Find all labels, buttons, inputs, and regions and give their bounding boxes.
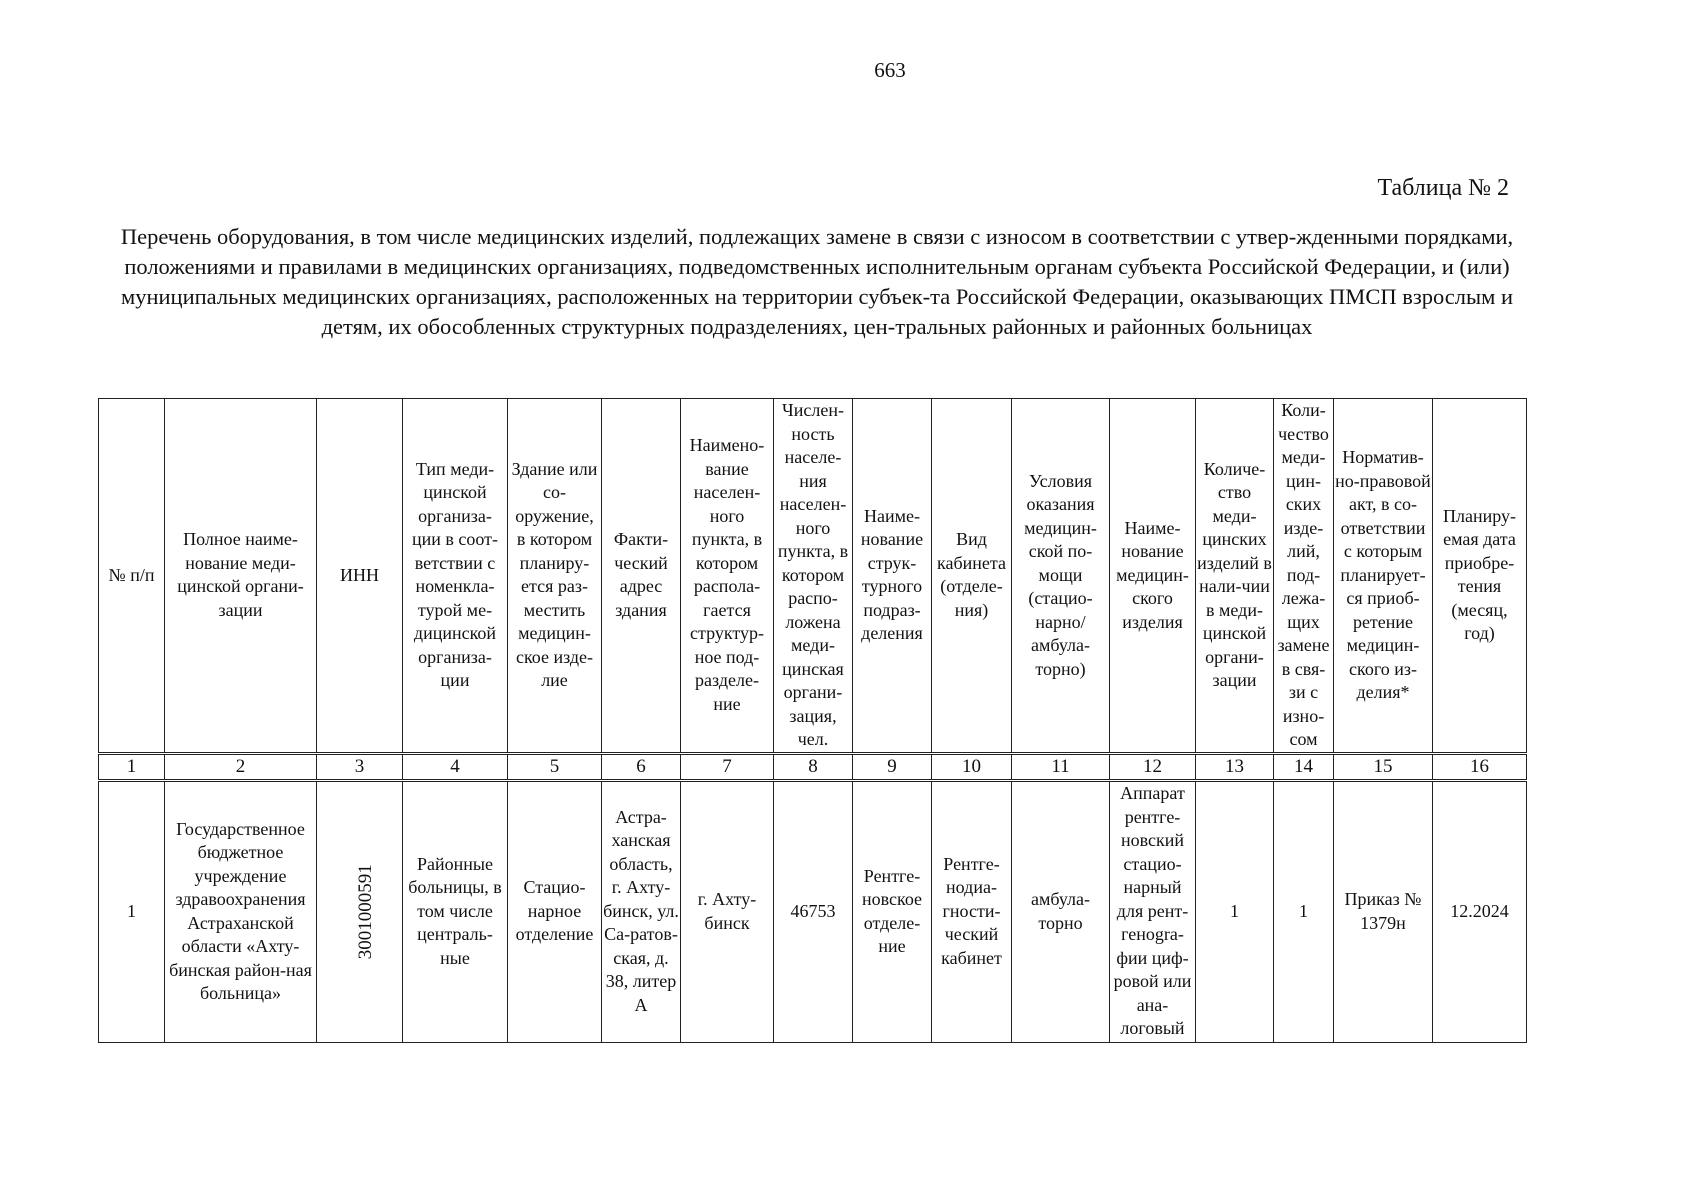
column-header: Условия оказания медицин-ской по-мощи (стацио-нарно/ амбула-торно) — [1012, 399, 1110, 754]
cell-conditions: амбула-торно — [1012, 780, 1110, 1042]
cell-building: Стацио-нарное отделение — [508, 780, 602, 1042]
column-number: 6 — [602, 753, 681, 780]
column-header: Планиру-емая дата приобре-тения (месяц, год) — [1433, 399, 1527, 754]
column-number: 12 — [1110, 753, 1196, 780]
column-header: Числен-ность населе-ния населен-ного пункта, в котором распо-ложена меди-цинская органи-зация, чел. — [774, 399, 853, 754]
column-number: 16 — [1433, 753, 1527, 780]
column-number: 5 — [508, 753, 602, 780]
column-number: 14 — [1274, 753, 1334, 780]
cell-address: Астра-ханская область, г. Ахту-бинск, ул. Са-ратов-ская, д. 38, литер А — [602, 780, 681, 1042]
column-number-row — [99, 753, 1527, 780]
column-header: Полное наиме-нование меди-цинской органи-зации — [165, 399, 317, 754]
column-header: Количе-ство меди-цинских изделий в нали-чии в меди-цинской органи-зации — [1196, 399, 1274, 754]
cell-subdivision: Рентге-новское отделе-ние — [853, 780, 932, 1042]
equipment-table — [98, 398, 1527, 1043]
cell-device: Аппарат рентге-новский стацио-нарный для рент-генogra-фии циф-ровой или ана-логовый — [1110, 780, 1196, 1042]
column-header: ИНН — [317, 399, 403, 754]
column-number: 10 — [932, 753, 1012, 780]
cell-org-type: Районные больницы, в том числе централь-ные — [403, 780, 508, 1042]
table-header-row — [99, 399, 1527, 754]
column-header: Коли-чество меди-цин-ских изде-лий, под-лежа-щих замене в свя-зи с изно-сом — [1274, 399, 1334, 754]
cell-in-stock: 1 — [1196, 780, 1274, 1042]
table-row — [99, 780, 1527, 1042]
column-number: 7 — [681, 753, 774, 780]
column-header: Факти-ческий адрес здания — [602, 399, 681, 754]
column-number: 8 — [774, 753, 853, 780]
page-number: 663 — [874, 58, 906, 82]
column-number: 9 — [853, 753, 932, 780]
column-number: 2 — [165, 753, 317, 780]
cell-inn — [317, 780, 403, 1042]
column-header: Наиме-нование медицин-ского изделия — [1110, 399, 1196, 754]
column-header: Наимено-вание населен-ного пункта, в котором распола-гается структур-ное под-разделе-ние — [681, 399, 774, 754]
column-number: 11 — [1012, 753, 1110, 780]
column-header: Вид кабинета (отделе-ния) — [932, 399, 1012, 754]
cell-org-name: Государственное бюджетное учреждение здравоохранения Астраханской области «Ахту-бинская район-ная больница» — [165, 780, 317, 1042]
inn-vertical-text: 3001000591 — [354, 864, 376, 959]
column-number: 1 — [99, 753, 165, 780]
column-header: Здание или со-оружение, в котором планиру-ется раз-местить медицин-ское изде-лие — [508, 399, 602, 754]
column-number: 3 — [317, 753, 403, 780]
cell-locality: г. Ахту-бинск — [681, 780, 774, 1042]
cell-date: 12.2024 — [1433, 780, 1527, 1042]
cell-legal-act: Приказ № 1379н — [1334, 780, 1433, 1042]
cell-to-replace: 1 — [1274, 780, 1334, 1042]
column-header: Наиме-нование струк-турного подраз-деления — [853, 399, 932, 754]
column-header: № п/п — [99, 399, 165, 754]
column-number: 4 — [403, 753, 508, 780]
column-number: 13 — [1196, 753, 1274, 780]
cell-population: 46753 — [774, 780, 853, 1042]
cell-cabinet: Рентге-нодиа-гности-ческий кабинет — [932, 780, 1012, 1042]
table-label: Таблица № 2 — [1377, 175, 1509, 201]
column-header: Норматив-но-правовой акт, в со-ответствии с которым планирует-ся приоб-ретение медицин-ского из-делия* — [1334, 399, 1433, 754]
column-header: Тип меди-цинской организа-ции в соот-ветствии с номенкла-турой ме-дицинской организа-ции — [403, 399, 508, 754]
column-number: 15 — [1334, 753, 1433, 780]
document-title: Перечень оборудования, в том числе медицинских изделий, подлежащих замене в связи с износом в соответствии с утвер-жденными порядками, положениями и правилами в медицинских организациях, подведомственных исполнительным органам субъекта Российской Федерации, и (или) муниципальных медицинских организациях, расположенных на территории субъек-та Российской Федерации, оказывающих ПМСП взрослым и детям, их обособленных структурных подразделениях, цен-тральных районных и районных больницах — [120, 224, 1514, 339]
cell-number: 1 — [99, 780, 165, 1042]
